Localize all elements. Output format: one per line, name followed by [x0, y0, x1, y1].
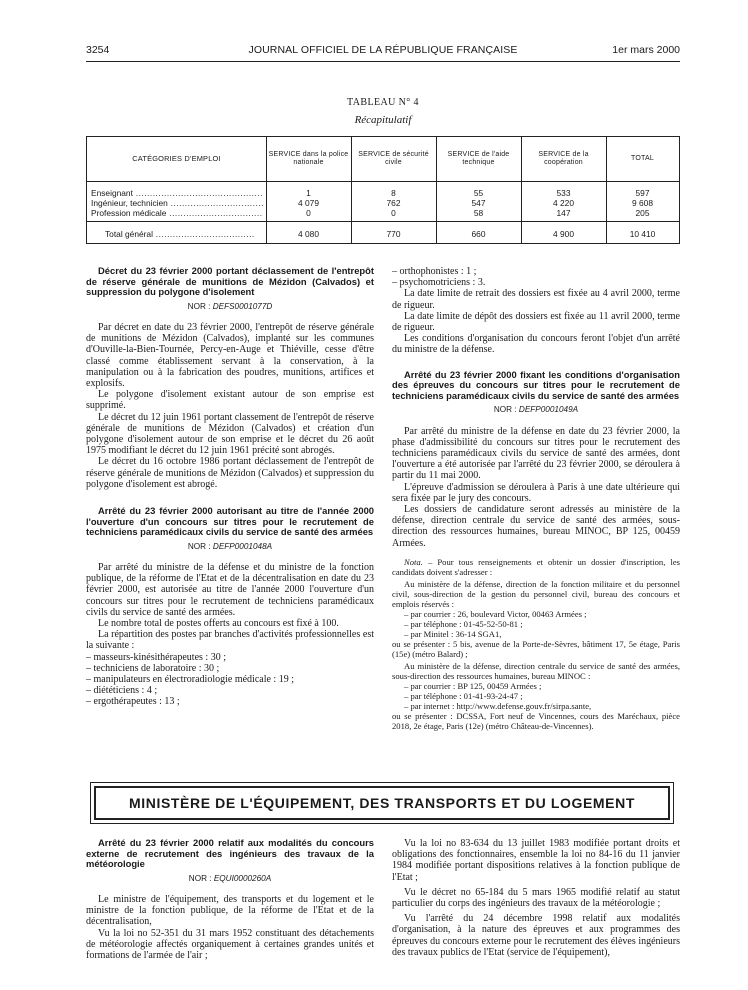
list-item: – par courrier : 26, boulevard Victor, 00463 Armées ;: [404, 609, 680, 619]
issue-date: 1er mars 2000: [612, 44, 680, 56]
list-item: – par téléphone : 01-45-52-50-81 ;: [404, 619, 680, 629]
note-paragraph: Au ministère de la défense, direction de la fonction militaire et du personnel civil, sous-direction de la gestion du personnel civil, bureau des concours et emplois réservés :: [392, 578, 680, 609]
list-item: – par Minitel : 36-14 SGA1,: [404, 629, 680, 639]
cell: 4 079: [298, 198, 319, 208]
paragraph: Le nombre total de postes offerts au concours est fixé à 100.: [98, 618, 339, 630]
nor-reference: NOR : DEFP0001048A: [187, 541, 273, 551]
total-cell: 10 410: [629, 229, 656, 239]
page-header: [86, 44, 680, 60]
header-cooperation: SERVICE de la coopération: [538, 150, 589, 166]
cell: 8: [391, 188, 396, 198]
ministry-banner: MINISTÈRE DE L'ÉQUIPEMENT, DES TRANSPORTS ET DU LOGEMENT: [94, 786, 670, 820]
journal-title: JOURNAL OFFICIEL DE LA RÉPUBLIQUE FRANÇAISE: [248, 44, 518, 56]
list-item: – par internet : http://www.defense.gouv.fr/sirpa.sante,: [404, 701, 680, 711]
post-distribution-list-cont: [392, 266, 680, 288]
list-item: – ergothérapeutes : 13 ;: [86, 696, 374, 707]
note-block: [392, 557, 680, 731]
header-total: TOTAL: [631, 154, 654, 162]
order-title: Arrêté du 23 février 2000 autorisant au titre de l'année 2000 l'ouverture d'un concours sur titres pour le recrutement de techniciens paramédicaux civils du service de santé des armées: [86, 505, 374, 538]
list-item: – orthophonistes : 1 ;: [392, 266, 680, 277]
order-title: Arrêté du 23 février 2000 relatif aux modalités du concours externe de recrutement des ingénieurs des travaux de la météorologie: [86, 837, 374, 870]
table-caption: TABLEAU N° 4: [347, 97, 419, 108]
nor-reference: NOR : EQUI0000260A: [188, 873, 272, 883]
total-label: Total général .....: [105, 229, 255, 239]
left-column: [86, 266, 374, 708]
paragraph: Par décret en date du 23 février 2000, l'entrepôt de réserve générale de munitions de Mézidon (Calvados), implanté sur les communes d'Ouville-la-Bien-Tournée, Percy-en-Auge et Thiéville, cesse d'être classé comme établissement servant à la conservation, à la manipulation ou à la fabrication des poudres, munitions, artifices et explosifs.: [86, 321, 374, 389]
cell: 1: [306, 188, 311, 198]
nor-reference: NOR : DEFP0001049A: [493, 405, 579, 415]
right-column: [392, 266, 680, 731]
list-item: – psychomotriciens : 3.: [392, 277, 680, 288]
cell: 597: [635, 188, 650, 198]
header-securite-civile: SERVICE de sécurité civile: [358, 150, 429, 166]
paragraph: Par arrêté du ministre de la défense et du ministre de la fonction publique, de la réforme de l'Etat et de la décentralisation en date du 23 février 2000, est autorisée au titre de l'année 2000 l'ouverture d'un concours sur titres pour le recrutement de techniciens paramédicaux civils du service de santé des armées.: [86, 562, 374, 618]
total-cell: 4 080: [298, 229, 319, 239]
note-paragraph: Au ministère de la défense, direction centrale du service de santé des armées, sous-direction des ressources humaines, bureau MINOC :: [392, 660, 680, 681]
list-item: – masseurs-kinésithérapeutes : 30 ;: [86, 652, 374, 663]
header-aide-technique: SERVICE de l'aide technique: [447, 150, 510, 166]
cell: 4 220: [553, 198, 574, 208]
header-divider: [86, 61, 680, 62]
list-item: – diététiciens : 4 ;: [86, 685, 374, 696]
cell: 55: [473, 188, 484, 198]
cell: 205: [635, 208, 650, 218]
table-subtitle: Récapitulatif: [354, 114, 412, 126]
note-paragraph: ou se présenter : DCSSA, Fort neuf de Vincennes, cours des Maréchaux, pièce 2018, 2e étage, Paris (12e) (métro Château-de-Vincennes).: [392, 710, 680, 731]
list-item: – par téléphone : 01-41-93-24-47 ;: [404, 691, 680, 701]
paragraph: Vu l'arrêté du 24 décembre 1998 relatif aux modalités d'organisation, à la nature des épreuves et aux programmes des épreuves du concours externe pour le recrutement des élèves ingénieurs des travaux publics de l'Etat (service de l'équipement),: [392, 913, 680, 958]
paragraph: Le décret du 12 juin 1961 portant classement de l'entrepôt de réserve générale de munitions de Mézidon (Calvados) et création d'un polygone d'isolement autour de son emprise et le décret du 26 août 1975 modifiant le décret du 12 juin 1961 précité sont abrogés.: [86, 411, 374, 457]
paragraph: Par arrêté du ministre de la défense en date du 23 février 2000, la phase d'admissibilité du concours sur titres pour le recrutement des techniciens paramédicaux civils du service de santé des armées, dont l'ouverture a été autorisée par l'arrêté du 23 février 2000, se déroulera à partir du 11 mai 2000.: [392, 425, 680, 482]
cell: 58: [473, 208, 484, 218]
decree-title: Décret du 23 février 2000 portant déclassement de l'entrepôt de réserve générale de munitions de Mézidon (Calvados) et suppression du polygone d'isolement: [86, 265, 374, 298]
list-item: – techniciens de laboratoire : 30 ;: [86, 663, 374, 674]
cell: 533: [556, 188, 571, 198]
cell: 0: [391, 208, 396, 218]
post-distribution-list: [86, 652, 374, 708]
list-item: – par courrier : BP 125, 00459 Armées ;: [404, 681, 680, 691]
paragraph: La date limite de dépôt des dossiers est fixée au 11 avril 2000, terme de rigueur.: [392, 310, 680, 334]
paragraph: Le décret du 16 octobre 1986 portant déclassement de l'entrepôt de réserve générale de munitions de Mézidon (Calvados) et suppression du polygone d'isolement est abrogé.: [86, 456, 374, 490]
paragraph: Vu la loi no 83-634 du 13 juillet 1983 modifiée portant droits et obligations des fonctionnaires, ensemble la loi no 84-16 du 11 janvier 1984 modifiée portant dispositions relatives à la fonction publique de l'Etat ;: [392, 838, 680, 883]
total-divider: [87, 221, 679, 222]
paragraph: La répartition des postes par branches d'activités professionnelles est la suivante :: [86, 629, 374, 652]
paragraph: Le polygone d'isolement existant autour de son emprise est supprimé.: [86, 389, 374, 412]
cell: 762: [386, 198, 401, 208]
paragraph: Les conditions d'organisation du concours feront l'objet d'un arrêté du ministre de la défense.: [392, 333, 680, 356]
paragraph: Le ministre de l'équipement, des transports et du logement et le ministre de la fonction publique, de la réforme de l'Etat et de la décentralisation,: [86, 893, 374, 928]
header-category: CATÉGORIES D'EMPLOI: [132, 153, 221, 163]
total-cell: 660: [471, 229, 486, 239]
header-police: SERVICE dans la police nationale: [268, 150, 349, 166]
cell: 0: [306, 208, 311, 218]
paragraph: Vu le décret no 65-184 du 5 mars 1965 modifié relatif au statut particulier du corps des ingénieurs des travaux de la météorologie ;: [392, 886, 680, 910]
row-label: Ingénieur, technicien .....: [91, 198, 263, 208]
nor-reference: NOR : DEFS0001077D: [187, 301, 273, 311]
cell: 547: [471, 198, 486, 208]
row-label: Profession médicale .....: [91, 208, 263, 218]
total-cell: 4 900: [553, 229, 574, 239]
summary-table: [86, 136, 680, 244]
page-number: 3254: [86, 44, 110, 56]
note-contact-list: [392, 609, 680, 639]
cell: 9 608: [632, 198, 653, 208]
note-intro: Nota. – Pour tous renseignements et obtenir un dossier d'inscription, les candidats doivent s'adresser :: [392, 556, 680, 577]
bottom-left-column: [86, 838, 374, 961]
note-contact-list: [392, 681, 680, 711]
total-cell: 770: [386, 229, 401, 239]
paragraph: La date limite de retrait des dossiers est fixée au 4 avril 2000, terme de rigueur.: [392, 288, 680, 311]
list-item: – manipulateurs en électroradiologie médicale : 19 ;: [86, 674, 374, 685]
paragraph: Vu la loi no 52-351 du 31 mars 1952 constituant des détachements de météorologie affectés organiquement à certaines grandes unités et formations de l'armée de l'air ;: [86, 927, 374, 961]
note-paragraph: ou se présenter : 5 bis, avenue de la Porte-de-Sèvres, bâtiment 17, 5e étage, Paris (15e) (métro Balard) ;: [392, 638, 680, 659]
cell: 147: [556, 208, 571, 218]
row-label: Enseignant .....: [91, 188, 263, 198]
paragraph: Les dossiers de candidature seront adressés au ministère de la défense, direction centrale du service de santé des armées, sous-direction des ressources humaines, bureau MINOC, BP 125, 00459 Armées.: [392, 504, 680, 549]
bottom-right-column: [392, 838, 680, 958]
paragraph: L'épreuve d'admission se déroulera à Paris à une date ultérieure qui sera fixée par le jury des concours.: [392, 481, 680, 504]
order-title: Arrêté du 23 février 2000 fixant les conditions d'organisation des épreuves du concours sur titres pour le recrutement de techniciens paramédicaux civils du service de santé des armées: [392, 368, 680, 401]
